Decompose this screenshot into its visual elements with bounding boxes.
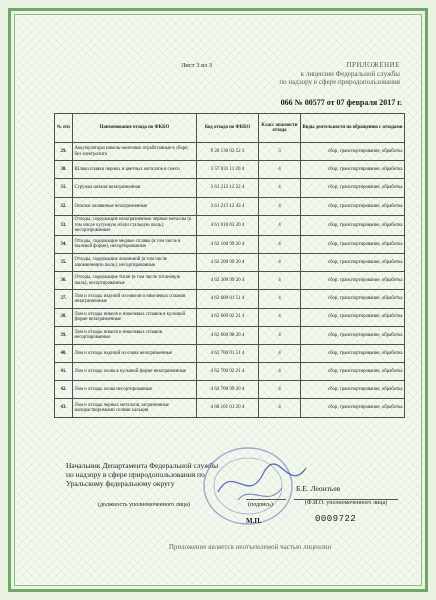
seal-place-label: М.П.: [246, 517, 262, 525]
row-code: 4 68 101 01 20 4: [197, 399, 259, 417]
row-name: Лом и отходы никеля и никелевых сплавов в кусковой форме незагрязненные: [73, 308, 197, 326]
row-kind: сбор, транспортирование, обработка: [301, 197, 405, 215]
row-code: 3 61 212 12 22 4: [197, 179, 259, 197]
row-kind: сбор, транспортирование, обработка: [301, 290, 405, 308]
row-kind: сбор, транспортирование, обработка: [301, 344, 405, 362]
row-num: 39.: [55, 326, 73, 344]
row-class: 4: [259, 290, 301, 308]
appendix-line-1: к лицензии Федеральной службы: [300, 69, 400, 78]
row-code: 4 62 100 99 20 4: [197, 235, 259, 253]
table-row: [55, 197, 405, 215]
row-class: 4: [259, 308, 301, 326]
table-row: [55, 272, 405, 290]
row-num: 35.: [55, 253, 73, 271]
row-name: Лом и отходы никеля и никелевых сплавов несортированные: [73, 326, 197, 344]
form-serial-number: 0009722: [315, 514, 357, 524]
row-name: Отходы, содержащие медные сплавы (в том числе в пылевой форме), несортированные: [73, 235, 197, 253]
row-code: 4 62 300 99 20 4: [197, 272, 259, 290]
row-kind: сбор, транспортирование, обработка: [301, 161, 405, 179]
signer-name: Б.Е. Леонтьев: [296, 484, 341, 493]
row-code: 4 62 700 01 51 4: [197, 344, 259, 362]
row-num: 33.: [55, 215, 73, 235]
row-code: 4 62 700 99 20 4: [197, 381, 259, 399]
col-header-class: Класс опасности отхода: [259, 114, 301, 143]
col-header-name: Наименование отхода по ФККО: [73, 114, 197, 143]
sheet-counter: Лист 3 из 3: [181, 62, 213, 69]
row-num: 36.: [55, 272, 73, 290]
row-num: 31.: [55, 179, 73, 197]
row-num: 32.: [55, 197, 73, 215]
row-kind: сбор, транспортирование, обработка: [301, 143, 405, 161]
row-class: 4: [259, 161, 301, 179]
col-header-code: Код отхода по ФККО: [197, 114, 259, 143]
table-row: [55, 290, 405, 308]
appendix-note: Приложение является неотъемлемой частью лицензии: [168, 543, 332, 551]
row-kind: сбор, транспортирование, обработка: [301, 363, 405, 381]
row-name: Лом и отходы черных металлов, загрязненные малорастворимыми солями кальция: [73, 399, 197, 417]
row-class: 4: [259, 215, 301, 235]
row-kind: сбор, транспортирование, обработка: [301, 235, 405, 253]
table-row: [55, 179, 405, 197]
row-class: 4: [259, 399, 301, 417]
row-num: 40.: [55, 344, 73, 362]
row-kind: сбор, транспортирование, обработка: [301, 381, 405, 399]
row-code: 4 62 700 02 21 4: [197, 363, 259, 381]
label-position: (должность уполномоченного лица): [98, 502, 190, 508]
row-kind: сбор, транспортирование, обработка: [301, 215, 405, 235]
row-name: Аккумуляторы никель-железные отработанные в сборе, без электролита: [73, 143, 197, 161]
row-num: 29.: [55, 143, 73, 161]
table-row: [55, 215, 405, 235]
row-kind: сбор, транспортирование, обработка: [301, 272, 405, 290]
row-class: 4: [259, 197, 301, 215]
col-header-num: № п/п: [55, 114, 73, 143]
signer-position: Начальник Департамента Федеральной службы по надзору в сфере природопользования по Уральскому федеральному округу: [66, 461, 219, 488]
table-row: [55, 344, 405, 362]
table-row: [55, 363, 405, 381]
row-num: 37.: [55, 290, 73, 308]
row-kind: сбор, транспортирование, обработка: [301, 399, 405, 417]
label-signature: (подпись): [248, 502, 273, 508]
label-full-name: (Ф.И.О. уполномоченного лица): [304, 500, 388, 506]
row-code: 3 57 031 11 20 4: [197, 161, 259, 179]
table-header-row: [55, 114, 405, 143]
row-class: 3: [259, 143, 301, 161]
row-kind: сбор, транспортирование, обработка: [301, 308, 405, 326]
row-num: 43.: [55, 399, 73, 417]
row-class: 4: [259, 253, 301, 271]
row-num: 30.: [55, 161, 73, 179]
row-class: 4: [259, 344, 301, 362]
signature-line: [246, 499, 286, 500]
row-code: 4 62 600 01 51 4: [197, 290, 259, 308]
table-row: [55, 399, 405, 417]
row-class: 4: [259, 326, 301, 344]
row-name: Отходы, содержащие алюминий (в том числе алюминиевую пыль), несортированные: [73, 253, 197, 271]
row-name: Лом и отходы олова несортированные: [73, 381, 197, 399]
table-row: [55, 161, 405, 179]
appendix-heading: [240, 61, 400, 87]
waste-table: [54, 113, 405, 418]
row-name: Лом и отходы изделий из олова незагрязненные: [73, 344, 197, 362]
table-row: [55, 326, 405, 344]
row-name: Опилки оловянные незагрязненные: [73, 197, 197, 215]
row-kind: сбор, транспортирование, обработка: [301, 253, 405, 271]
license-number: 066 № 00577 от 07 февраля 2017 г.: [280, 98, 402, 107]
row-code: 4 62 600 98 20 4: [197, 326, 259, 344]
row-code: 4 62 200 99 20 4: [197, 253, 259, 271]
row-num: 34.: [55, 235, 73, 253]
table-row: [55, 253, 405, 271]
row-kind: сбор, транспортирование, обработка: [301, 326, 405, 344]
row-name: Шлаки плавки черных и цветных металлов в смеси: [73, 161, 197, 179]
col-header-kind: Виды деятельности по обращению с отходами: [301, 114, 405, 143]
row-class: 4: [259, 179, 301, 197]
row-code: 4 61 010 03 20 4: [197, 215, 259, 235]
row-code: 4 62 600 02 21 4: [197, 308, 259, 326]
row-num: 42.: [55, 381, 73, 399]
table-row: [55, 143, 405, 161]
appendix-title: ПРИЛОЖЕНИЕ: [346, 61, 400, 69]
row-class: 4: [259, 381, 301, 399]
row-name: Стружка никеля незагрязненная: [73, 179, 197, 197]
appendix-line-2: по надзору в сфере природопользования: [279, 78, 400, 86]
table-row: [55, 381, 405, 399]
row-code: 9 20 130 02 52 3: [197, 143, 259, 161]
row-class: 4: [259, 272, 301, 290]
row-name: Лом и отходы олова в кусковой форме незагрязненные: [73, 363, 197, 381]
row-name: Отходы, содержащие незагрязненные черные металлы (в том числе чугунную и/или стальную пыль), несортированные: [73, 215, 197, 235]
row-num: 41.: [55, 363, 73, 381]
row-class: 4: [259, 363, 301, 381]
row-name: Отходы, содержащие титан (в том числе титановую пыль), несортированные: [73, 272, 197, 290]
row-num: 38.: [55, 308, 73, 326]
row-name: Лом и отходы изделий из никеля и никелевых сплавов незагрязненные: [73, 290, 197, 308]
row-code: 3 61 213 12 43 4: [197, 197, 259, 215]
row-class: 4: [259, 235, 301, 253]
table-row: [55, 235, 405, 253]
table-row: [55, 308, 405, 326]
row-kind: сбор, транспортирование, обработка: [301, 179, 405, 197]
